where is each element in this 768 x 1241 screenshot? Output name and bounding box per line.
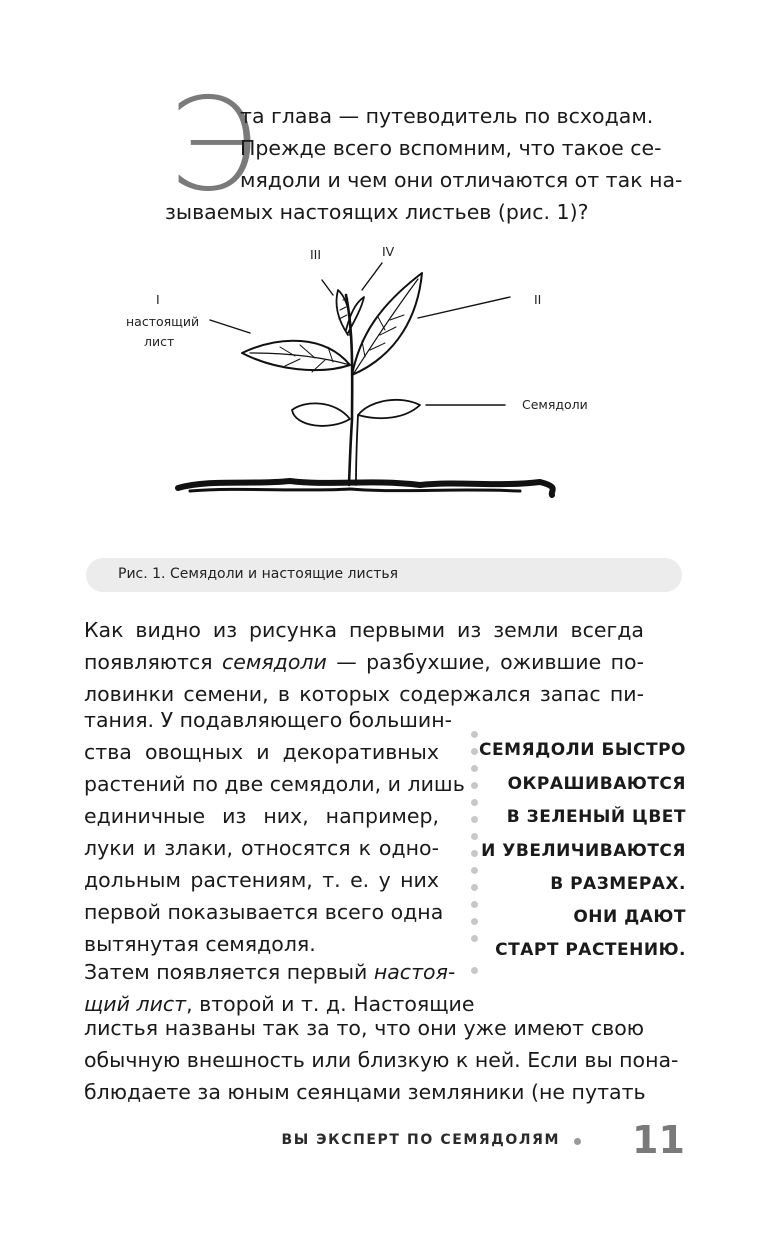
seedling-figure [100, 235, 660, 535]
intro-line-3: мядоли и чем они отличаются от так на- [240, 168, 683, 192]
running-head: ВЫ ЭКСПЕРТ ПО СЕМЯДОЛЯМ [281, 1132, 560, 1148]
body-line: ства овощных и декоративных [84, 740, 439, 764]
pullquote-line: ОКРАШИВАЮТСЯ [507, 774, 686, 794]
seedling-illustration [100, 235, 660, 535]
body-line: Затем появляется первый настоя- [84, 960, 456, 984]
pullquote-line: И УВЕЛИЧИВАЮТСЯ [481, 841, 686, 861]
pullquote-line: СЕМЯДОЛИ БЫСТРО [478, 740, 686, 760]
intro-line-4: зываемых настоящих листьев (рис. 1)? [165, 200, 589, 224]
body-line: единичные из них, например, [84, 804, 439, 828]
label-i: I [156, 292, 160, 307]
body-line: вытянутая семядоля. [84, 932, 316, 956]
pullquote-line: СТАРТ РАСТЕНИЮ. [495, 940, 686, 960]
page-number: 11 [632, 1118, 685, 1162]
label-iii: III [310, 247, 322, 262]
body-line: блюдаете за юным сеянцами земляники (не путать [84, 1080, 646, 1104]
intro-line-1: та глава — путеводитель по всходам. [240, 104, 654, 128]
label-iv: IV [382, 244, 395, 259]
intro-line-2: Прежде всего вспомним, что такое се- [240, 136, 662, 160]
body-line: первой показывается всего одна [84, 900, 444, 924]
label-true-leaf-line1: настоящий [126, 314, 200, 329]
body-line: дольным растениям, т. е. у них [84, 868, 439, 892]
label-ii: II [534, 292, 542, 307]
body-line: луки и злаки, относятся к одно- [84, 836, 439, 860]
label-true-leaf-line2: лист [144, 334, 175, 349]
body-line: ловинки семени, в которых содержался запас пи- [84, 682, 644, 706]
body-line: листья названы так за то, что они уже имеют свою [84, 1016, 644, 1040]
body-line: щий лист, второй и т. д. Настоящие [84, 992, 475, 1016]
pullquote-line: В РАЗМЕРАХ. [550, 874, 686, 894]
body-line: растений по две семядоли, и лишь [84, 772, 465, 796]
body-line: появляются семядоли — разбухшие, ожившие по- [84, 650, 644, 674]
pullquote-line: ОНИ ДАЮТ [573, 907, 686, 927]
label-cotyledons: Семядоли [522, 397, 588, 412]
figure-caption: Рис. 1. Семядоли и настоящие листья [118, 566, 399, 582]
footer-dot [574, 1138, 581, 1145]
pullquote-line: В ЗЕЛЕНЫЙ ЦВЕТ [506, 807, 686, 827]
body-line: Как видно из рисунка первыми из земли всегда [84, 618, 644, 642]
body-line: тания. У подавляющего большин- [84, 708, 453, 732]
drop-cap: Э [168, 71, 258, 220]
body-line: обычную внешность или близкую к ней. Если вы пона- [84, 1048, 679, 1072]
